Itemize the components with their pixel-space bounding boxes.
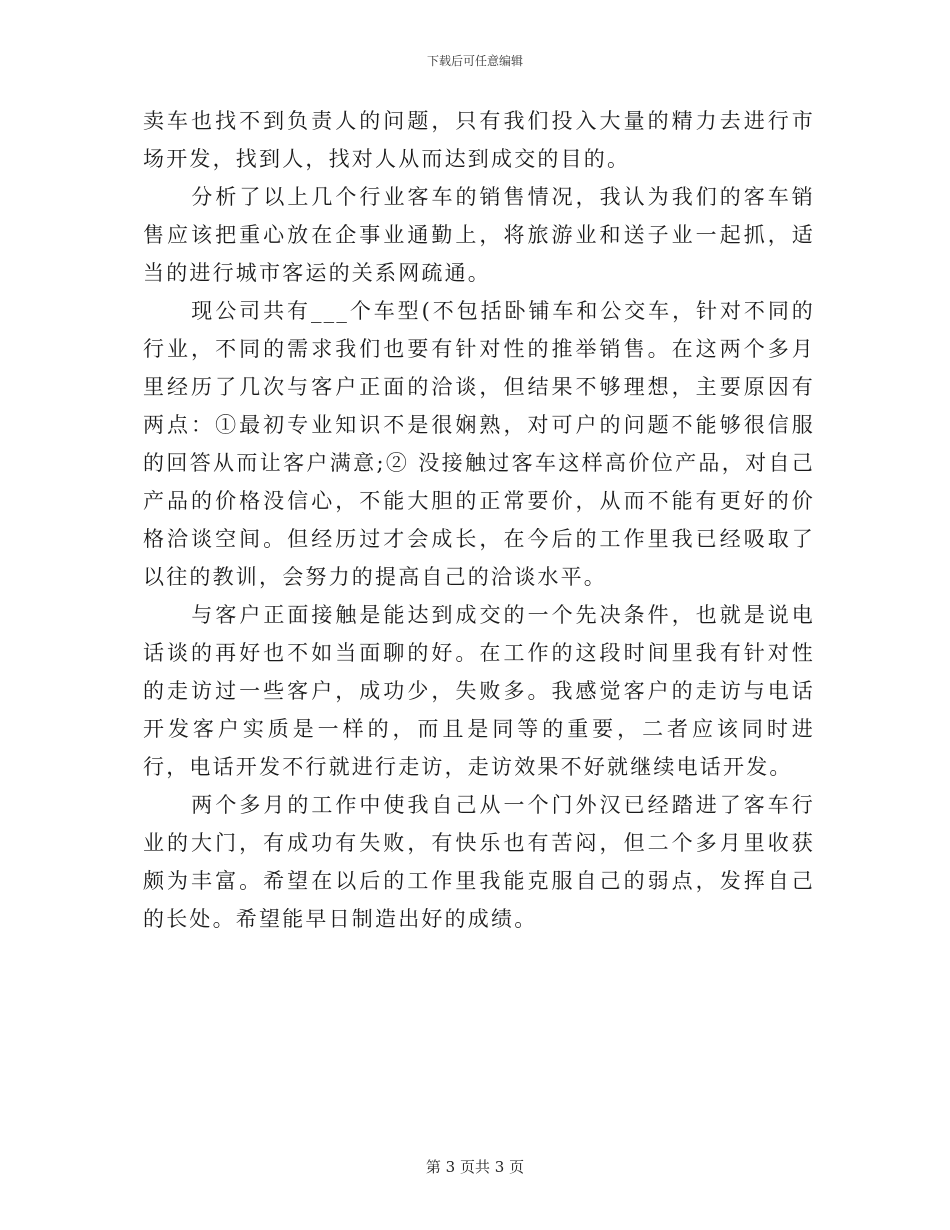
paragraph-conclusion: 两个多月的工作中使我自己从一个门外汉已经踏进了客车行业的大门，有成功有失败，有快乐也有苦闷，但二个多月里收获颇为丰富。希望在以后的工作里我能克服自己的弱点，发挥自己的长处。希望能早日制造出好的成绩。	[143, 793, 815, 931]
paragraph-customer-contact: 与客户正面接触是能达到成交的一个先决条件，也就是说电话谈的再好也不如当面聊的好。在工作的这段时间里我有针对性的走访过一些客户，成功少，失败多。我感觉客户的走访与电话开发客户实质是一样的，而且是同等的重要，二者应该同时进行，电话开发不行就进行走访，走访效果不好就继续电话开发。	[143, 603, 815, 779]
paragraph-vehicle-models: 现公司共有___个车型(不包括卧铺车和公交车，针对不同的行业，不同的需求我们也要有针对性的推举销售。在这两个多月里经历了几次与客户正面的洽谈，但结果不够理想，主要原因有两点：①最初专业知识不是很娴熟，对可户的问题不能够很信服的回答从而让客户满意;② 没接触过客车这样高价位产品，对自己产品的价格没信心，不能大胆的正常要价，从而不能有更好的价格洽谈空间。但经历过才会成长，在今后的工作里我已经吸取了以往的教训，会努力的提高自己的洽谈水平。	[143, 299, 815, 589]
paragraph-sales-analysis: 分析了以上几个行业客车的销售情况，我认为我们的客车销售应该把重心放在企事业通勤上，将旅游业和送子业一起抓，适当的进行城市客运的关系网疏通。	[143, 185, 815, 285]
document-body	[143, 102, 815, 938]
paragraph-continuation: 卖车也找不到负责人的问题，只有我们投入大量的精力去进行市场开发，找到人，找对人从而达到成交的目的。	[143, 109, 815, 171]
page-header: 下载后可任意编辑	[426, 54, 523, 68]
page-footer: 第 3 页共 3 页	[425, 1158, 525, 1176]
